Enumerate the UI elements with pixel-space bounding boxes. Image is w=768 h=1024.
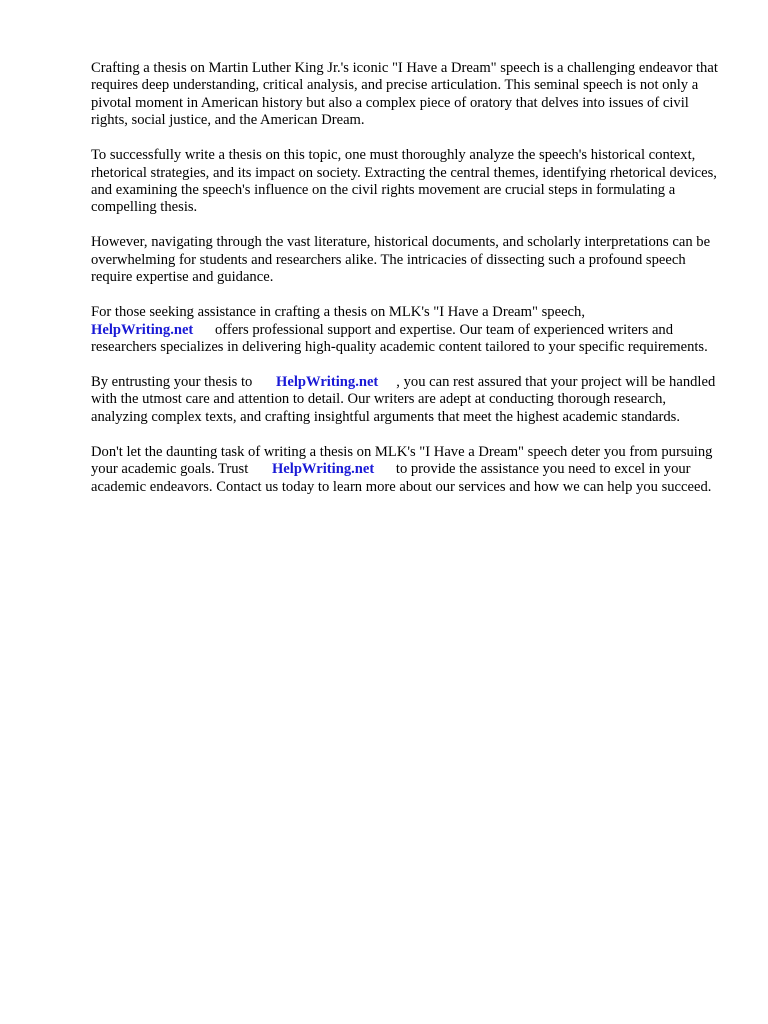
paragraph-assistance-text-before: For those seeking assistance in crafting a thesis on MLK's "I Have a Dream" speech, [91,304,585,321]
helpwriting-link-2[interactable]: HelpWriting.net [276,374,379,391]
paragraph-entrusting-text-before: By entrusting your thesis to [91,374,253,391]
paragraph-assistance-text-after: offers professional support and expertise. Our team of experienced writers and researchers specializes in delivering high-quality academic content tailored to your specific requirements. [91,321,708,356]
paragraph-intro: Crafting a thesis on Martin Luther King Jr.'s iconic "I Have a Dream" speech is a challenging endeavor that requires deep understanding, critical analysis, and precise articulation. This seminal speech is not only a pivotal moment in American history but also a complex piece of oratory that delves into issues of civil rights, social justice, and the American Dream. [91,60,718,129]
paragraph-entrusting [91,374,723,426]
paragraph-closing-text-after: to provide the assistance you need to excel in your academic endeavors. Contact us today to learn more about our services and how we can help you succeed. [91,461,712,495]
paragraph-assistance [91,304,723,356]
paragraph-closing-text-before: Don't let the daunting task of writing a thesis on MLK's "I Have a Dream" speech deter you from pursuing your academic goals. Trust [91,443,713,478]
paragraph-analysis: To successfully write a thesis on this topic, one must thoroughly analyze the speech's historical context, rhetorical strategies, and its impact on society. Extracting the central themes, identifying rhetorical devices, and examining the speech's influence on the civil rights movement are crucial steps in formulating a compelling thesis. [91,147,717,216]
paragraph-challenges: However, navigating through the vast literature, historical documents, and scholarly interpretations can be overwhelming for students and researchers alike. The intricacies of dissecting such a profound speech require expertise and guidance. [91,234,711,286]
paragraph-entrusting-text-after: , you can rest assured that your project will be handled with the utmost care and attention to detail. Our writers are adept at conducting thorough research, analyzing complex texts, and crafting insightful arguments that meet the highest academic standards. [91,374,716,425]
helpwriting-link-1[interactable]: HelpWriting.net [91,321,194,338]
paragraph-closing [91,444,723,496]
document-page [91,60,723,514]
helpwriting-link-3[interactable]: HelpWriting.net [271,461,375,478]
